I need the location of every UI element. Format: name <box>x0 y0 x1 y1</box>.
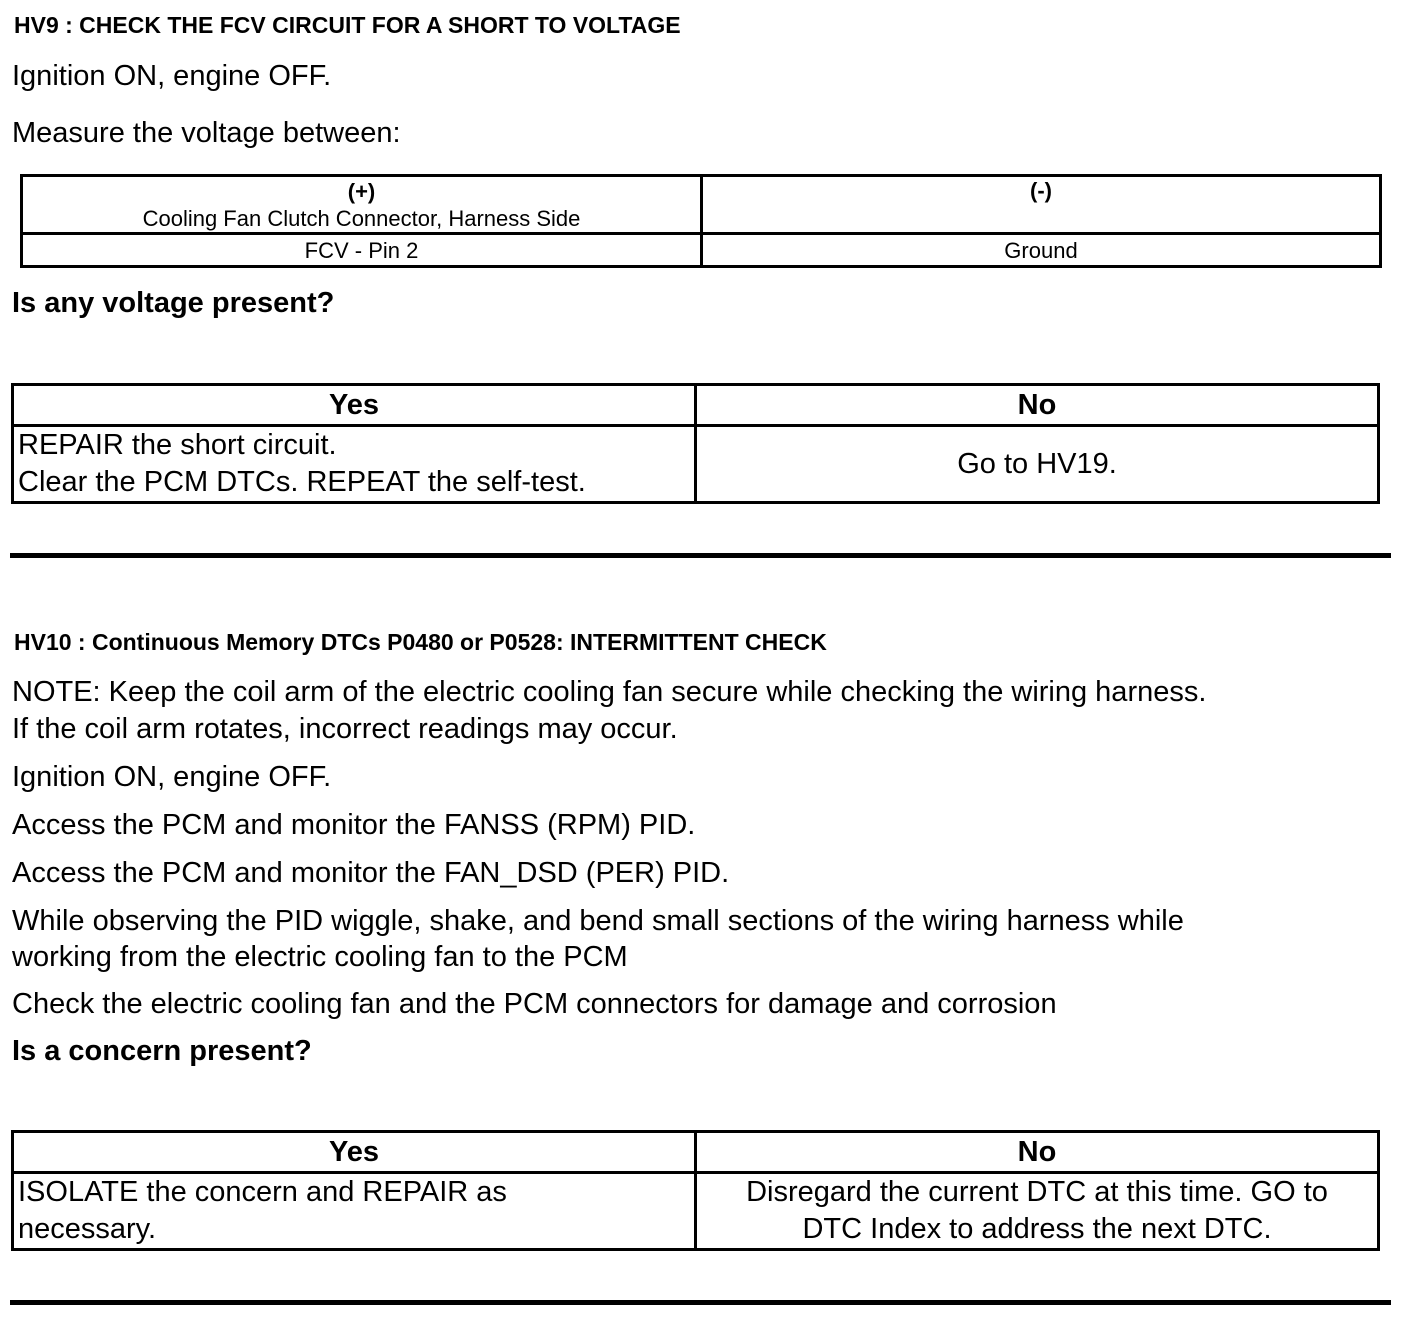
yes-line: necessary. <box>18 1213 157 1245</box>
no-line: DTC Index to address the next DTC. <box>802 1213 1272 1245</box>
table-row <box>13 1132 1379 1173</box>
minus-label: (-) <box>1030 178 1052 203</box>
hv10-step-fandsd: Access the PCM and monitor the FAN_DSD (PER) PID. <box>12 857 730 889</box>
hv9-result-table <box>11 383 1380 504</box>
section-divider <box>10 553 1391 558</box>
no-cell <box>696 1173 1379 1250</box>
no-header: No <box>696 385 1379 426</box>
yes-line: Clear the PCM DTCs. REPEAT the self-test. <box>18 466 586 498</box>
minus-header-cell <box>702 176 1381 234</box>
no-line: Disregard the current DTC at this time. GO to <box>746 1176 1328 1208</box>
hv9-heading: HV9 : CHECK THE FCV CIRCUIT FOR A SHORT TO VOLTAGE <box>14 12 681 38</box>
table-row <box>22 176 1381 234</box>
hv10-step-ignition: Ignition ON, engine OFF. <box>12 761 332 793</box>
measure-table <box>20 174 1382 268</box>
hv10-step-wiggle: working from the electric cooling fan to the PCM <box>12 941 628 973</box>
hv10-heading: HV10 : Continuous Memory DTCs P0480 or P0528: INTERMITTENT CHECK <box>14 629 827 655</box>
plus-header-cell <box>22 176 702 234</box>
no-header: No <box>696 1132 1379 1173</box>
yes-header: Yes <box>13 1132 696 1173</box>
plus-value: FCV - Pin 2 <box>22 234 702 267</box>
hv10-step-wiggle: While observing the PID wiggle, shake, and bend small sections of the wiring harness while <box>12 905 1184 937</box>
table-row <box>13 385 1379 426</box>
hv9-step-ignition: Ignition ON, engine OFF. <box>12 60 332 92</box>
table-row <box>22 234 1381 267</box>
table-row <box>13 426 1379 503</box>
hv10-step-fanss: Access the PCM and monitor the FANSS (RPM) PID. <box>12 809 696 841</box>
section-divider <box>10 1300 1391 1305</box>
yes-header: Yes <box>13 385 696 426</box>
hv10-note-line: NOTE: Keep the coil arm of the electric cooling fan secure while checking the wiring harness. <box>12 676 1207 708</box>
hv10-result-table <box>11 1130 1380 1251</box>
hv10-step-check: Check the electric cooling fan and the PCM connectors for damage and corrosion <box>12 988 1057 1020</box>
minus-value: Ground <box>702 234 1381 267</box>
yes-cell <box>13 426 696 503</box>
hv10-question: Is a concern present? <box>12 1035 312 1067</box>
yes-line: ISOLATE the concern and REPAIR as <box>18 1176 507 1208</box>
hv10-note-line: If the coil arm rotates, incorrect readings may occur. <box>12 713 678 745</box>
no-cell: Go to HV19. <box>696 426 1379 503</box>
plus-desc: Cooling Fan Clutch Connector, Harness Side <box>142 205 581 231</box>
plus-label: (+) <box>347 178 376 204</box>
table-row <box>13 1173 1379 1250</box>
yes-cell <box>13 1173 696 1250</box>
hv9-question: Is any voltage present? <box>12 287 335 319</box>
yes-line: REPAIR the short circuit. <box>18 429 337 461</box>
hv9-step-measure: Measure the voltage between: <box>12 117 401 149</box>
